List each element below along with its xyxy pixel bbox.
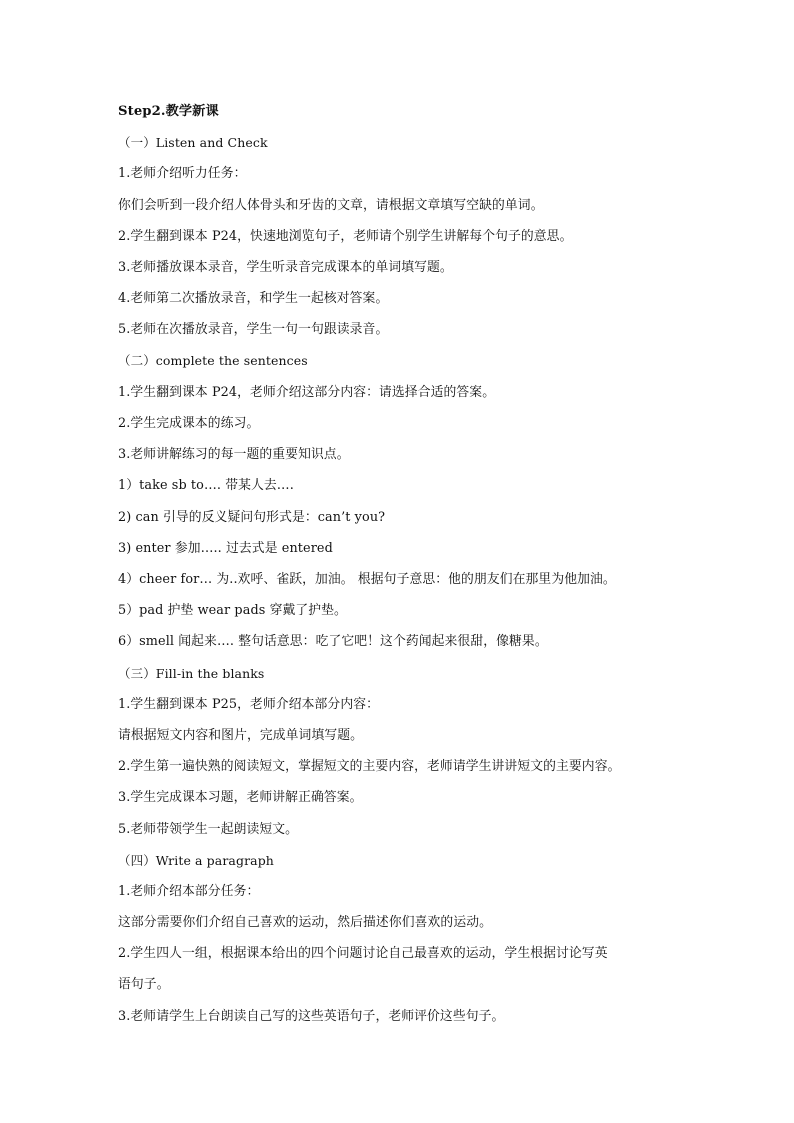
paragraph-line: 1.老师介绍本部分任务：: [118, 884, 260, 899]
paragraph-line: 请根据短文内容和图片，完成单词填写题。: [118, 728, 364, 743]
paragraph-line: 2.学生第一遍快熟的阅读短文，掌握短文的主要内容，老师请学生讲讲短文的主要内容。: [118, 759, 621, 774]
paragraph-line: 3.老师播放课本录音，学生听录音完成课本的单词填写题。: [118, 260, 453, 275]
paragraph-line: 1.老师介绍听力任务：: [118, 166, 247, 181]
paragraph-line: 5.老师在次播放录音，学生一句一句跟读录音。: [118, 322, 389, 337]
paragraph-line: 2.学生四人一组，根据课本给出的四个问题讨论自己最喜欢的运动，学生根据讨论写英: [118, 946, 608, 961]
paragraph-line: 2.学生翻到课本 P24，快速地浏览句子，老师请个别学生讲解每个句子的意思。: [118, 229, 573, 244]
section-heading-2: （二）complete the sentences: [118, 353, 308, 368]
step-heading: Step2.教学新课: [118, 104, 219, 119]
knowledge-point: 4）cheer for… 为..欢呼、雀跃，加油。 根据句子意思：他的朋友们在那里为他加油。: [118, 572, 616, 587]
paragraph-line: 5.老师带领学生一起朗读短文。: [118, 822, 299, 837]
knowledge-point: 2) can 引导的反义疑问句形式是：can’t you?: [118, 510, 386, 525]
paragraph-line: 3.老师请学生上台朗读自己写的这些英语句子，老师评价这些句子。: [118, 1009, 505, 1024]
section-heading-3: （三）Fill-in the blanks: [118, 666, 265, 681]
section-heading-1: （一）Listen and Check: [118, 135, 268, 150]
paragraph-line: 3.老师讲解练习的每一题的重要知识点。: [118, 447, 350, 462]
paragraph-line: 这部分需要你们介绍自己喜欢的运动，然后描述你们喜欢的运动。: [118, 915, 493, 930]
section-heading-4: （四）Write a paragraph: [118, 853, 274, 868]
knowledge-point: 6）smell 闻起来…. 整句话意思：吃了它吧！这个药闻起来很甜，像糖果。: [118, 634, 548, 649]
paragraph-line: 语句子。: [118, 977, 170, 992]
paragraph-line: 2.学生完成课本的练习。: [118, 416, 260, 431]
knowledge-point: 3) enter 参加….. 过去式是 entered: [118, 541, 333, 556]
paragraph-line: 4.老师第二次播放录音，和学生一起核对答案。: [118, 291, 389, 306]
paragraph-line: 你们会听到一段介绍人体骨头和牙齿的文章，请根据文章填写空缺的单词。: [118, 198, 544, 213]
paragraph-line: 1.学生翻到课本 P25，老师介绍本部分内容：: [118, 697, 380, 712]
paragraph-line: 1.学生翻到课本 P24，老师介绍这部分内容：请选择合适的答案。: [118, 385, 496, 400]
knowledge-point: 1）take sb to…. 带某人去….: [118, 478, 294, 493]
paragraph-line: 3.学生完成课本习题，老师讲解正确答案。: [118, 790, 363, 805]
knowledge-point: 5）pad 护垫 wear pads 穿戴了护垫。: [118, 603, 347, 618]
